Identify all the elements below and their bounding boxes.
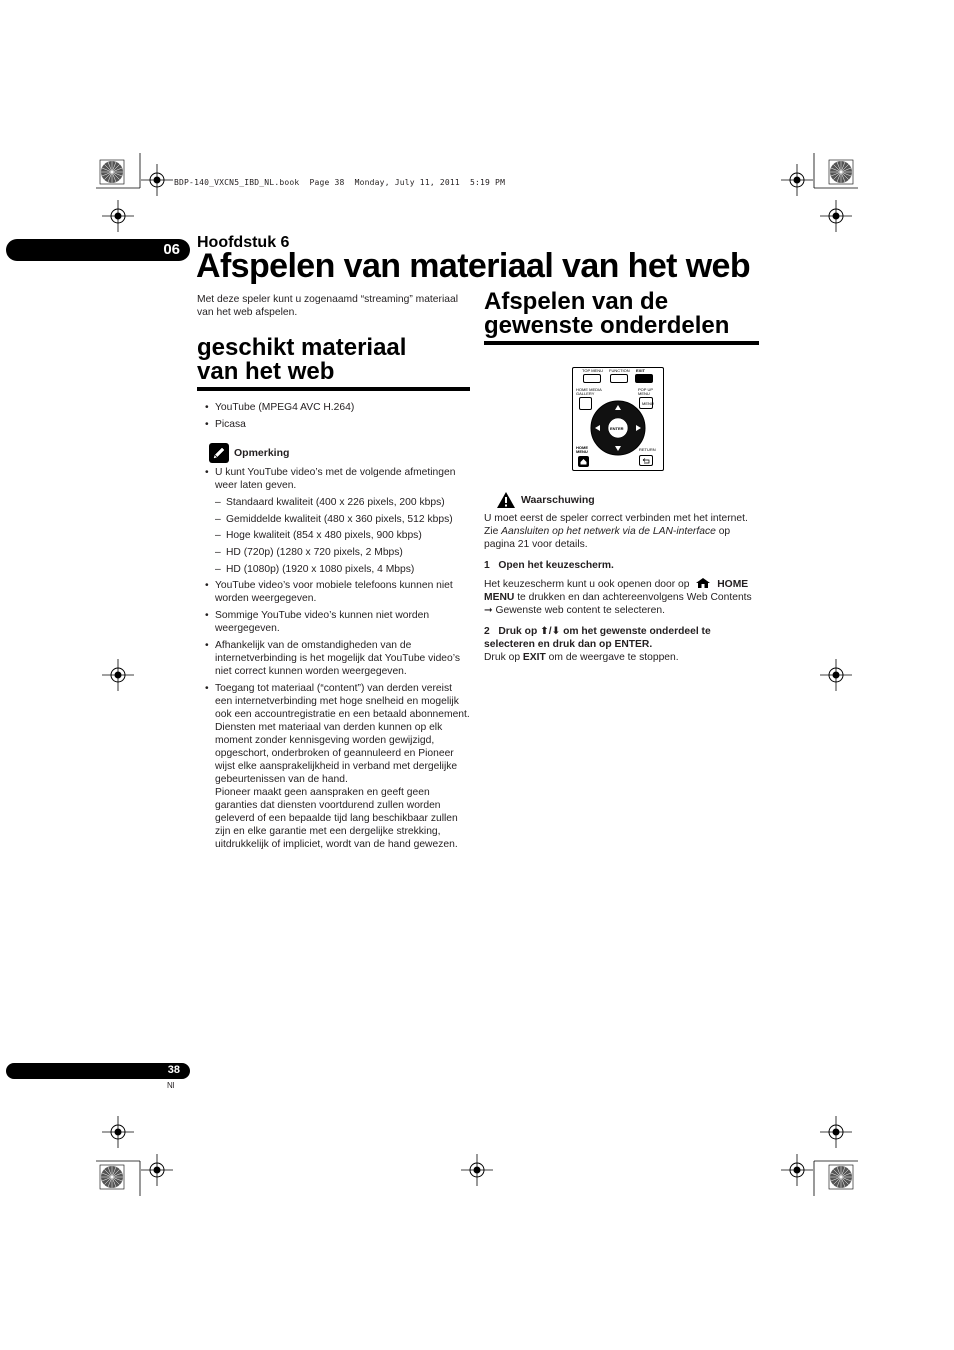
home-icon <box>694 577 712 589</box>
list-item: – Hoge kwaliteit (854 x 480 pixels, 900 kbps) <box>215 530 422 542</box>
section-rule <box>197 387 470 391</box>
list-item: – Gemiddelde kwaliteit (480 x 360 pixels, 512 kbps) <box>215 513 453 525</box>
home-icon <box>579 457 588 466</box>
left-column <box>197 293 470 851</box>
pencil-note-icon <box>209 443 229 463</box>
remote-exit-button <box>635 374 653 383</box>
list-item: • Picasa <box>205 419 246 430</box>
warning-triangle-icon <box>496 491 516 509</box>
step-2-text: Druk op EXIT om de weergave te stoppen. <box>484 652 679 663</box>
list-item: – HD (720p) (1280 x 720 pixels, 2 Mbps) <box>215 547 403 559</box>
list-item: • U kunt YouTube video’s met de volgende afmetingen weer laten geven. <box>205 467 456 491</box>
remote-return-button <box>639 455 653 466</box>
note-list-continued <box>197 579 470 851</box>
return-arrow-icon <box>640 456 652 465</box>
remote-label-home-media-gallery: HOME MEDIA GALLERY <box>576 387 602 396</box>
chapter-label: Hoofdstuk 6 <box>197 234 290 251</box>
step-2-title: 2 Druk op ⬆/⬇ om het gewenste onderdeel te selecteren en druk dan op ENTER. <box>484 626 711 650</box>
list-item: • YouTube (MPEG4 AVC H.264) <box>205 402 355 413</box>
quality-list <box>197 496 470 576</box>
remote-label-function: FUNCTION <box>609 368 630 373</box>
step-1-text: Het keuzescherm kunt u ook openen door op HOME MENU te drukken en dan achtereenvolgens Web Contents ➞ Gewenste web content te selecteren. <box>484 579 752 616</box>
remote-label-return: RETURN <box>639 447 656 452</box>
warning-label: Waarschuwing <box>521 494 595 506</box>
section-title-line2: gewenste onderdelen <box>484 312 730 339</box>
note-heading <box>197 443 470 463</box>
remote-control-illustration <box>572 367 664 471</box>
source-list <box>197 401 470 431</box>
remote-function-button <box>610 374 628 383</box>
remote-label-menu: MENU <box>642 401 654 406</box>
note-label: Opmerking <box>234 447 290 459</box>
note-bullet5-p3: Pioneer maakt geen aanspraken en geeft geen garanties dat diensten voortdurend zullen worden geleverd of een bepaalde tijd lang beschikbaar zullen zijn en elke garantie met een dergelijke strekking, uitdrukkelijk of impliciet, wordt van de hand gewezen. <box>215 787 458 851</box>
remote-label-exit: EXIT <box>636 368 645 373</box>
chapter-tab <box>6 239 190 261</box>
list-item: – Standaard kwaliteit (400 x 226 pixels, 200 kbps) <box>215 497 445 508</box>
warning-link: Aansluiten op het netwerk via de LAN-interface <box>501 526 716 537</box>
list-item: • YouTube video’s voor mobiele telefoons kunnen niet worden weergegeven. <box>205 580 453 605</box>
right-column <box>484 290 759 664</box>
section-title-line1: Afspelen van de <box>484 288 669 315</box>
section-title-suitable-content <box>197 336 470 387</box>
section-rule <box>484 341 759 345</box>
warning-text: U moet eerst de speler correct verbinden met het internet. Zie Aansluiten op het netwerk via de LAN-interface op pagina 21 voor details. <box>484 513 748 550</box>
page-language: Nl <box>167 1081 175 1090</box>
list-item: – HD (1080p) (1920 x 1080 pixels, 4 Mbps) <box>215 563 415 575</box>
section-title-play-items <box>484 290 759 341</box>
remote-label-top-menu: TOP MENU <box>582 368 603 373</box>
remote-top-menu-button <box>583 374 601 383</box>
up-down-arrows-icon: ⬆/⬇ <box>540 626 561 637</box>
list-item: • Afhankelijk van de omstandigheden van de internetverbinding is het mogelijk dat YouTube video’s niet correct kunnen worden weergegeven. <box>205 640 460 678</box>
list-item: • Toegang tot materiaal (“content”) van derden vereist een internetverbinding met hoge snelheid en mogelijk ook een accountregistratie en een betaald abonnement. Diensten met materiaal van derden kunnen op elk moment zonder kennisgeving worden gewijzigd, opgeschort, onderbroken of geannuleerd en Pioneer wijst elke aansprakelijkheid in verband met dergelijke gebeurtenissen van de hand. Pioneer maakt geen aanspraken en geeft geen garanties dat diensten voortdurend zullen worden geleverd of een bepaalde tijd lang beschikbaar zullen zijn en elke garantie met een dergelijke strekking, uitdrukkelijk of impliciet, wordt van de hand gewezen. <box>205 683 470 851</box>
remote-label-home-menu: HOME MENU <box>576 445 588 454</box>
chapter-number: 06 <box>163 241 180 258</box>
arrow-right-icon: ➞ <box>484 605 493 616</box>
note-bullet5-p2: Diensten met materiaal van derden kunnen op elk moment zonder kennisgeving worden gewijzigd, opgeschort, onderbroken of geannuleerd en Pioneer wijst elke aansprakelijkheid in verband met dergelijke gebeurtenissen van de hand. <box>215 722 458 786</box>
warning-heading <box>484 491 759 509</box>
section-title-line1: geschikt materiaal <box>197 334 407 361</box>
page-number: 38 <box>167 1064 180 1076</box>
section-title-line2: van het web <box>197 358 335 385</box>
page-title: Afspelen van materiaal van het web <box>196 247 751 285</box>
note-bullet5-p1: Toegang tot materiaal (“content”) van derden vereist een internetverbinding met hoge snelheid en mogelijk ook een accountregistratie en een betaald abonnement. <box>215 683 470 721</box>
remote-label-enter: ENTER <box>610 426 624 431</box>
list-item: • Sommige YouTube video’s kunnen niet worden weergegeven. <box>205 610 430 635</box>
page-number-tab <box>6 1063 190 1079</box>
note-list <box>197 466 470 492</box>
print-header: BDP-140_VXCN5_IBD_NL.book Page 38 Monday, July 11, 2011 5:19 PM <box>174 178 506 187</box>
intro-text: Met deze speler kunt u zogenaamd “streaming” materiaal van het web afspelen. <box>197 294 458 318</box>
remote-home-menu-button <box>578 456 589 467</box>
remote-label-popup-menu: POP UP MENU <box>638 387 653 396</box>
step-1-title: 1 Open het keuzescherm. <box>484 560 614 571</box>
